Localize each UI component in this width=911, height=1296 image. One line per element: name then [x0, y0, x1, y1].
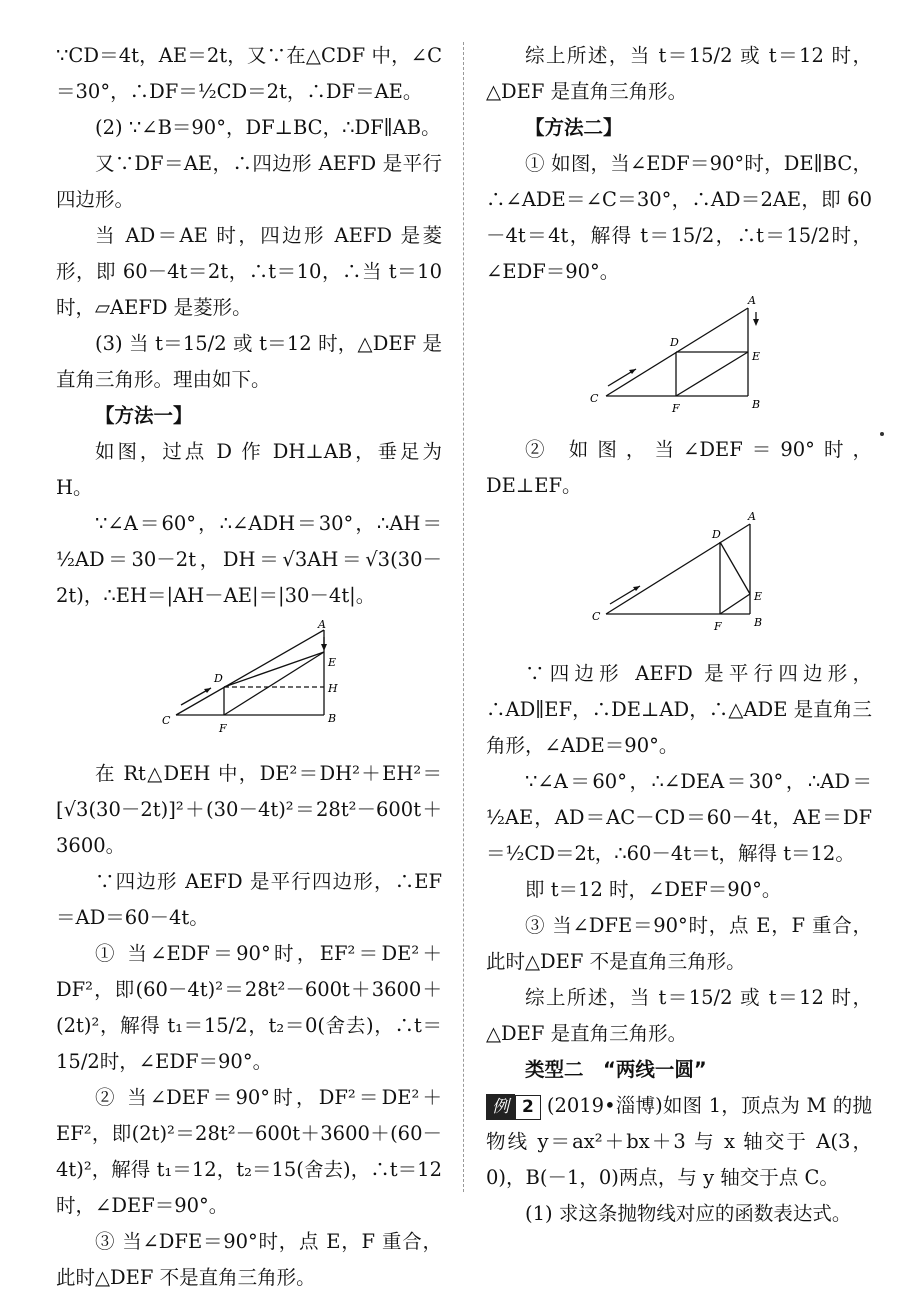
label-c: C — [162, 714, 171, 727]
label-a: A — [748, 296, 756, 307]
label-e: E — [754, 590, 763, 603]
paragraph: ∵四边形 AEFD 是平行四边形，∴EF＝AD＝60－4t。 — [56, 870, 442, 929]
paragraph: ③ 当∠DFE＝90°时，点 E，F 重合，此时△DEF 不是直角三角形。 — [56, 1230, 442, 1289]
label-a: A — [748, 510, 756, 523]
paragraph: (2) ∵∠B＝90°，DF⊥BC，∴DF∥AB。 — [95, 116, 441, 139]
label-d: D — [670, 336, 679, 349]
right-column — [486, 38, 872, 1232]
paragraph: 当 AD＝AE 时，四边形 AEFD 是菱形，即 60－4t＝2t，∴t＝10，∴当 t＝10 时，▱AEFD 是菱形。 — [56, 224, 442, 319]
paragraph: 又∵DF＝AE，∴四边形 AEFD 是平行四边形。 — [56, 152, 442, 211]
paragraph: ① 如图，当∠EDF＝90°时，DE∥BC，∴∠ADE＝∠C＝30°，∴AD＝2AE，即 60－4t＝4t，解得 t＝15/2，∴t＝15/2时，∠EDF＝90°。 — [486, 152, 872, 283]
method-two-heading: 【方法二】 — [525, 116, 623, 139]
paragraph: ∵∠A＝60°，∴∠ADH＝30°，∴AH＝½AD＝30－2t，DH＝√3AH＝√3(30－2t)，∴EH＝|AH－AE|＝|30－4t|。 — [56, 512, 442, 607]
paragraph: ∵CD＝4t，AE＝2t，又∵在△CDF 中，∠C＝30°，∴DF＝½CD＝2t，∴DF＝AE。 — [56, 44, 442, 103]
column-divider — [463, 42, 464, 1192]
paragraph: ② 当∠DEF＝90°时，DF²＝DE²＋EF²，即(2t)²＝28t²－600t＋3600＋(60－4t)²，解得 t₁＝12，t₂＝15(舍去)，∴t＝12 时，∠DEF＝90°。 — [56, 1086, 442, 1217]
label-d: D — [214, 672, 223, 685]
label-d: D — [712, 528, 721, 541]
left-column — [56, 38, 442, 1296]
paragraph: 如图，过点 D 作 DH⊥AB，垂足为 H。 — [56, 440, 442, 499]
figure-method-two-b — [486, 510, 872, 650]
label-b: B — [752, 398, 761, 411]
figure-method-one — [56, 620, 442, 750]
example-number: 2 — [515, 1095, 541, 1120]
type-two-heading: 类型二 “两线一圆” — [525, 1058, 707, 1081]
label-e: E — [328, 656, 337, 669]
paragraph: 综上所述，当 t＝15/2 或 t＝12 时，△DEF 是直角三角形。 — [486, 44, 872, 103]
label-h: H — [328, 682, 338, 695]
paragraph: 综上所述，当 t＝15/2 或 t＝12 时，△DEF 是直角三角形。 — [486, 986, 872, 1045]
label-f: F — [714, 620, 722, 633]
label-c: C — [590, 392, 599, 405]
label-b: B — [328, 712, 337, 725]
paragraph: ③ 当∠DFE＝90°时，点 E，F 重合，此时△DEF 不是直角三角形。 — [486, 914, 872, 973]
paragraph: ∵四边形 AEFD 是平行四边形，∴AD∥EF，∴DE⊥AD，∴△ADE 是直角三角形，∠ADE＝90°。 — [486, 662, 872, 757]
label-e: E — [752, 350, 761, 363]
paragraph: ② 如图，当∠DEF＝90°时，DE⊥EF。 — [486, 438, 872, 497]
example-paragraph — [486, 1088, 872, 1196]
label-f: F — [672, 402, 680, 415]
example-text: (2019•淄博)如图 1，顶点为 M 的抛物线 y＝ax²＋bx＋3 与 x 轴交于 A(3，0)，B(－1，0)两点，与 y 轴交于点 C。 — [486, 1094, 872, 1189]
label-a: A — [318, 620, 326, 631]
example-badge: 例 — [486, 1094, 515, 1120]
paragraph: (3) 当 t＝15/2 或 t＝12 时，△DEF 是直角三角形。理由如下。 — [56, 332, 442, 391]
paragraph: 即 t＝12 时，∠DEF＝90°。 — [525, 878, 782, 901]
scan-dot — [880, 432, 884, 436]
label-c: C — [592, 610, 601, 623]
label-b: B — [754, 616, 763, 629]
question: (1) 求这条抛物线对应的函数表达式。 — [525, 1202, 852, 1225]
paragraph: ∵∠A＝60°，∴∠DEA＝30°，∴AD＝½AE，AD＝AC－CD＝60－4t，AE＝DF＝½CD＝2t，∴60－4t＝t，解得 t＝12。 — [486, 770, 872, 865]
paragraph: ① 当∠EDF＝90°时，EF²＝DE²＋DF²，即(60－4t)²＝28t²－600t＋3600＋(2t)²，解得 t₁＝15/2，t₂＝0(舍去)，∴t＝15/2时，∠EDF＝90°。 — [56, 942, 442, 1073]
figure-method-two-a — [486, 296, 872, 426]
method-one-heading: 【方法一】 — [95, 404, 193, 427]
paragraph: 在 Rt△DEH 中，DE²＝DH²＋EH²＝[√3(30－2t)]²＋(30－4t)²＝28t²－600t＋3600。 — [56, 762, 442, 857]
label-f: F — [219, 722, 227, 735]
